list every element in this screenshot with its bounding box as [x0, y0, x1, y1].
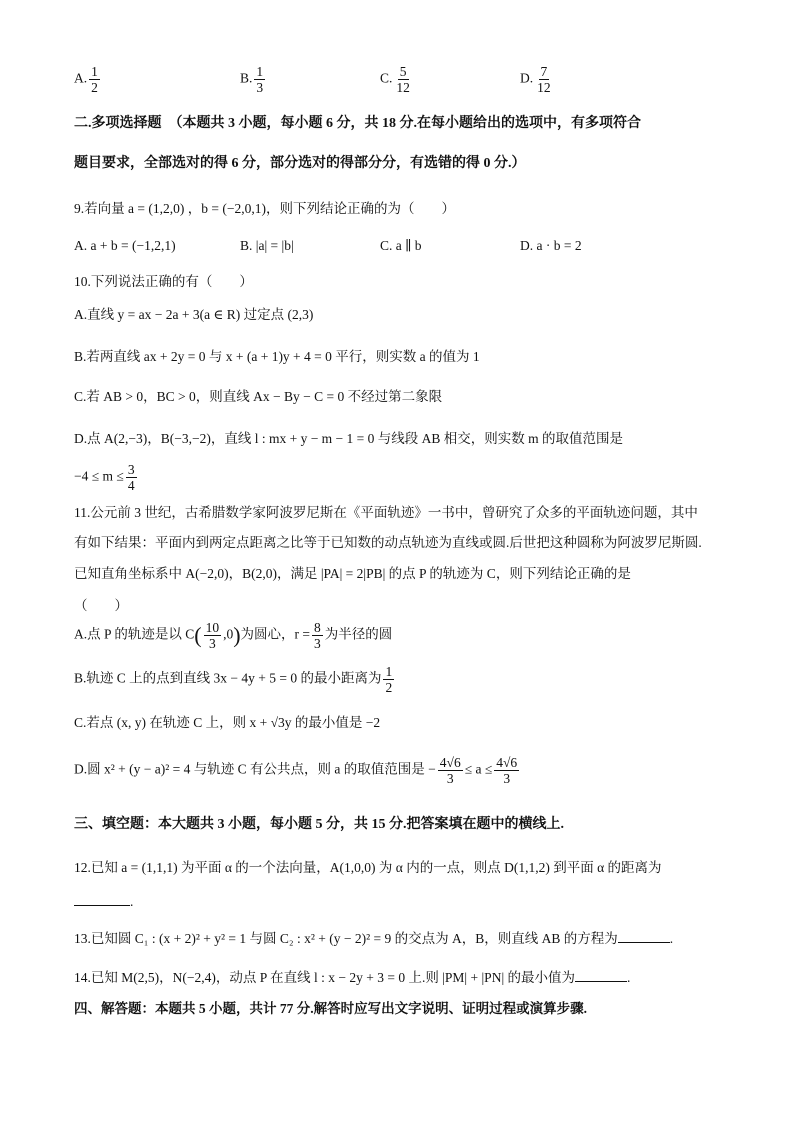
q13: [74, 927, 673, 947]
q11-option-c: C.若点 (x, y) 在轨迹 C 上，则 x + √3y 的最小值是 −2: [74, 715, 381, 730]
period: .: [627, 970, 631, 985]
option-label: A.: [74, 70, 88, 86]
numerator: 3: [127, 462, 135, 477]
denominator: 2: [385, 680, 393, 695]
option-text: 为圆心，r =: [240, 626, 311, 642]
q12-line2: [74, 893, 133, 910]
denominator: 3: [256, 80, 264, 95]
fraction: [126, 462, 137, 493]
q9-option-c: C. a ∥ b: [380, 238, 422, 253]
option-text: B.轨迹 C 上的点到直线 3x − 4y + 5 = 0 的最小距离为: [74, 670, 382, 686]
denominator: 3: [446, 771, 454, 786]
option-text: ≤ a ≤: [464, 761, 493, 777]
q11-option-b: [74, 664, 396, 695]
q11-line1: 11.公元前 3 世纪，古希腊数学家阿波罗尼斯在《平面轨迹》一书中，曾研究了众多的平面轨迹问题，其中: [74, 505, 698, 520]
denominator: 4: [127, 478, 135, 493]
left-paren: (: [194, 622, 202, 648]
answer-blank[interactable]: [618, 930, 670, 943]
q10-stem: 10.下列说法正确的有（ ）: [74, 274, 253, 289]
q10-option-d-line2: [74, 462, 139, 493]
denominator: 3: [208, 636, 216, 651]
option-text: 为半径的圆: [324, 626, 393, 642]
q9-stem: 9.若向量 a = (1,2,0) ，b = (−2,0,1)，则下列结论正确的为（ ）: [74, 201, 455, 216]
q10-option-a: A.直线 y = ax − 2a + 3(a ∈ R) 过定点 (2,3): [74, 307, 314, 322]
inequality-text: −4 ≤ m ≤: [74, 468, 124, 484]
numerator: 1: [91, 64, 98, 79]
answer-blank[interactable]: [575, 969, 627, 982]
q14-text: 14.已知 M(2,5)，N(−2,4)，动点 P 在直线 l : x − 2y + 3 = 0 上.则 |PM| + |PN| 的最小值为: [74, 970, 576, 985]
denominator: 12: [537, 80, 551, 95]
section2-heading-line2: 题目要求，全部选对的得 6 分，部分选对的得部分分，有选错的得 0 分.）: [74, 156, 526, 171]
fraction: [312, 620, 323, 651]
numerator: 1: [385, 664, 393, 679]
q12-line1: 12.已知 a = (1,1,1) 为平面 α 的一个法向量，A(1,0,0) 为 α 内的一点，则点 D(1,1,2) 到平面 α 的距离为: [74, 860, 662, 875]
q8-option-c: [380, 64, 414, 95]
denominator: 3: [503, 771, 511, 786]
numerator: 7: [540, 64, 548, 79]
section3-heading: 三、填空题：本大题共 3 小题，每小题 5 分，共 15 分.把答案填在题中的横线上.: [74, 817, 564, 832]
q10-option-c: C.若 AB > 0，BC > 0，则直线 Ax − By − C = 0 不经过第二象限: [74, 389, 443, 404]
numerator: 4√6: [439, 755, 461, 770]
q8-option-a: [74, 64, 102, 95]
fraction: [494, 755, 519, 786]
q9-option-a: A. a + b = (−1,2,1): [74, 238, 176, 253]
q8-option-d: [520, 64, 555, 95]
fraction: [254, 64, 265, 95]
answer-blank[interactable]: [74, 893, 130, 906]
option-label: C.: [380, 70, 393, 86]
denominator: 2: [91, 80, 98, 95]
fraction: [204, 620, 222, 651]
q13-text: 13.已知圆 C₁ : (x + 2)² + y² = 1 与圆 C₂ : x² + (y − 2)² = 9 的交点为 A，B，则直线 AB 的方程为: [74, 931, 618, 946]
fraction: [438, 755, 463, 786]
right-paren: ): [233, 622, 241, 648]
q10-option-d-line1: D.点 A(2,−3)，B(−3,−2)，直线 l : mx + y − m − 1 = 0 与线段 AB 相交，则实数 m 的取值范围是: [74, 431, 624, 446]
option-text: ,0: [223, 626, 234, 642]
option-text: D.圆 x² + (y − a)² = 4 与轨迹 C 有公共点，则 a 的取值范围是 −: [74, 761, 436, 777]
numerator: 4√6: [496, 755, 518, 770]
period: .: [130, 894, 134, 909]
option-label: B.: [240, 70, 253, 86]
fraction: [383, 664, 394, 695]
period: .: [669, 931, 674, 946]
numerator: 10: [205, 620, 220, 635]
q9-option-d: D. a · b = 2: [520, 238, 582, 253]
option-label: D.: [520, 70, 534, 86]
q8-option-b: [240, 64, 267, 95]
denominator: 3: [314, 636, 321, 651]
q11-option-d: [74, 755, 521, 786]
q11-line2: 有如下结果：平面内到两定点距离之比等于已知数的动点轨迹为直线或圆.后世把这种圆称为阿波罗尼斯圆.: [74, 535, 702, 550]
q11-line3: 已知直角坐标系中 A(−2,0)，B(2,0)，满足 |PA| = 2|PB| 的点 P 的轨迹为 C，则下列结论正确的是: [74, 566, 631, 581]
q11-option-a: [74, 620, 392, 651]
fraction: [89, 64, 100, 95]
denominator: 12: [396, 80, 410, 95]
numerator: 5: [399, 64, 407, 79]
option-text: A.点 P 的轨迹是以 C: [74, 626, 195, 642]
q9-option-b: B. |a| = |b|: [240, 238, 294, 253]
q14: [74, 966, 630, 986]
q11-line4: （ ）: [74, 598, 128, 613]
section4-heading: 四、解答题：本题共 5 小题，共计 77 分.解答时应写出文字说明、证明过程或演算步骤.: [74, 1001, 587, 1016]
numerator: 8: [314, 620, 321, 635]
numerator: 1: [256, 64, 264, 79]
q10-option-b: B.若两直线 ax + 2y = 0 与 x + (a + 1)y + 4 = 0 平行，则实数 a 的值为 1: [74, 349, 480, 364]
section2-heading-line1: 二.多项选择题 （本题共 3 小题，每小题 6 分，共 18 分.在每小题给出的选项中，有多项符合: [74, 116, 641, 131]
fraction: [535, 64, 553, 95]
fraction: [394, 64, 412, 95]
